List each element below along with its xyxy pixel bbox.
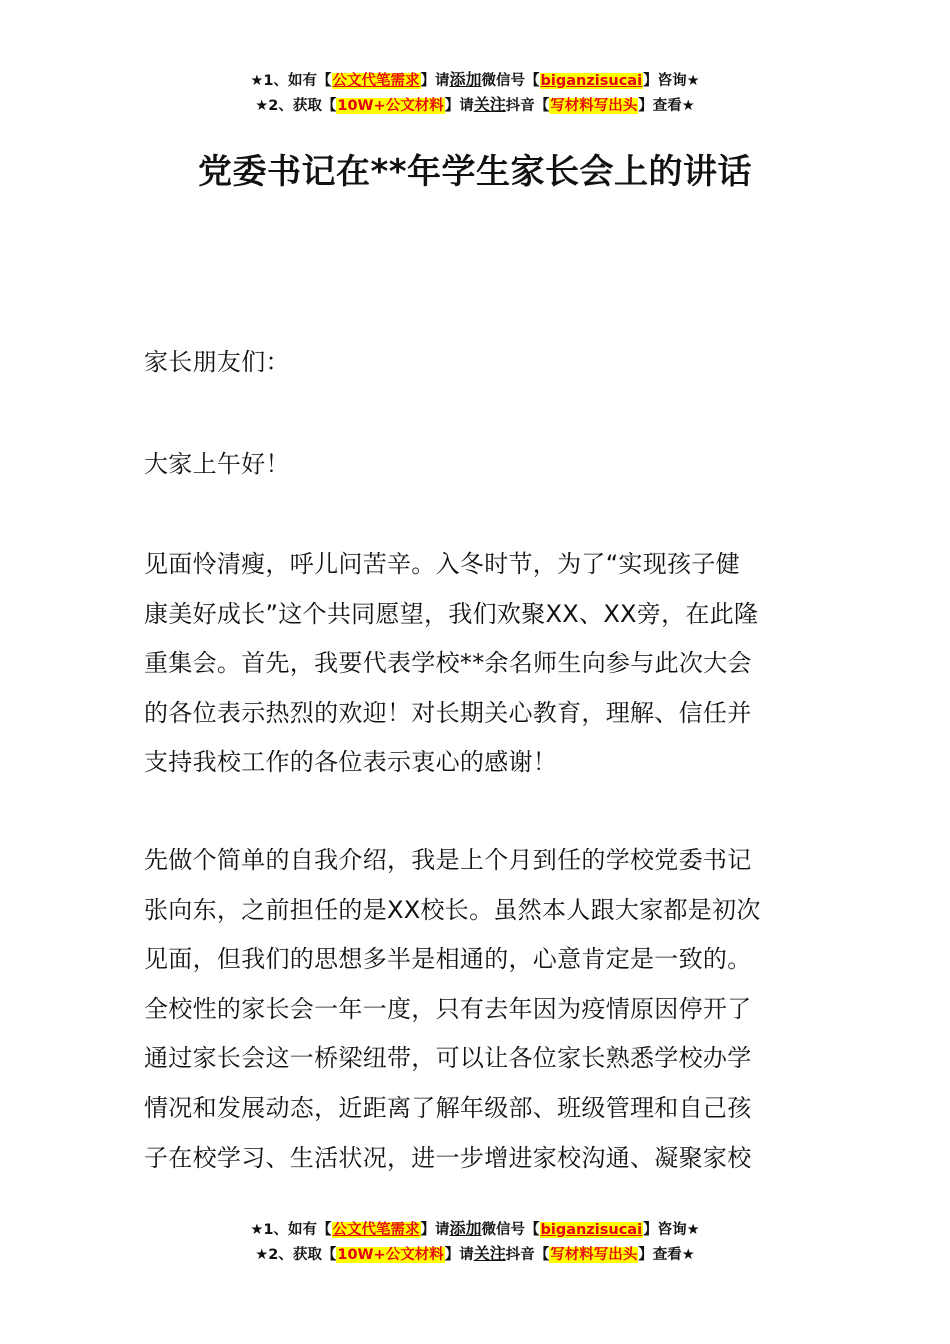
banner-line-1 xyxy=(0,68,950,93)
highlight-wechat-id: biganzisucai xyxy=(540,1222,643,1238)
star-icon: ★ xyxy=(250,1222,264,1238)
greeting-morning xyxy=(144,440,808,490)
banner-text: 】查看★ xyxy=(638,1247,695,1263)
star-icon: ★ xyxy=(255,98,269,114)
banner-text: 2、获取【 xyxy=(268,1247,337,1263)
highlight-service: 公文代笔需求 xyxy=(332,73,420,89)
paragraph-welcome xyxy=(144,540,808,788)
greeting-parents xyxy=(144,338,808,388)
header-banner xyxy=(0,68,950,118)
banner-text: 】咨询★ xyxy=(643,73,700,89)
paragraph-line: 见面，但我们的思想多半是相通的，心意肯定是一致的。 xyxy=(144,945,752,974)
banner-line-1 xyxy=(0,1217,950,1242)
footer-banner xyxy=(0,1217,950,1267)
banner-emphasis: 关注 xyxy=(473,1244,506,1263)
star-icon: ★ xyxy=(250,73,264,89)
highlight-douyin-account: 写材料写出头 xyxy=(550,1247,638,1263)
banner-text: 1、如有【 xyxy=(263,1222,332,1238)
banner-text: 抖音【 xyxy=(505,1247,550,1263)
greeting-line: 家长朋友们： xyxy=(144,348,290,376)
banner-text: 微信号【 xyxy=(481,73,540,89)
banner-emphasis: 添加 xyxy=(449,70,482,89)
highlight-materials: 10W+公文材料 xyxy=(337,98,444,114)
banner-text: 】请 xyxy=(420,73,450,89)
highlight-materials: 10W+公文材料 xyxy=(337,1247,444,1263)
banner-text: 】查看★ xyxy=(638,98,695,114)
banner-line-2 xyxy=(0,1242,950,1267)
paragraph-introduction xyxy=(144,836,808,1183)
paragraph-line: 重集会。首先，我要代表学校**余名师生向参与此次大会 xyxy=(144,649,752,678)
highlight-service: 公文代笔需求 xyxy=(332,1222,420,1238)
banner-text: 】咨询★ xyxy=(643,1222,700,1238)
highlight-wechat-id: biganzisucai xyxy=(540,73,643,89)
highlight-douyin-account: 写材料写出头 xyxy=(550,98,638,114)
banner-text: 2、获取【 xyxy=(268,98,337,114)
banner-text: 】请 xyxy=(444,1247,474,1263)
paragraph-line: 的各位表示热烈的欢迎！对长期关心教育，理解、信任并 xyxy=(144,698,752,727)
paragraph-line: 见面怜清瘦，呼儿问苦辛。入冬时节，为了“实现孩子健 xyxy=(144,550,740,578)
paragraph-line: 情况和发展动态，近距离了解年级部、班级管理和自己孩 xyxy=(144,1093,752,1122)
paragraph-line: 支持我校工作的各位表示衷心的感谢！ xyxy=(144,748,558,777)
banner-line-2 xyxy=(0,93,950,118)
banner-text: 】请 xyxy=(420,1222,450,1238)
banner-emphasis: 关注 xyxy=(473,95,506,114)
banner-text: 】请 xyxy=(444,98,474,114)
paragraph-line: 康美好成长”这个共同愿望，我们欢聚XX、XX旁，在此隆 xyxy=(144,599,759,628)
paragraph-line: 子在校学习、生活状况，进一步增进家校沟通、凝聚家校 xyxy=(144,1143,752,1172)
paragraph-line: 张向东，之前担任的是XX校长。虽然本人跟大家都是初次 xyxy=(144,895,761,924)
document-title: 党委书记在**年学生家长会上的讲话 xyxy=(197,152,753,192)
banner-text: 1、如有【 xyxy=(263,73,332,89)
paragraph-line: 全校性的家长会一年一度，只有去年因为疫情原因停开了 xyxy=(144,994,752,1023)
paragraph-line: 通过家长会这一桥梁纽带，可以让各位家长熟悉学校办学 xyxy=(144,1044,752,1073)
greeting-line: 大家上午好！ xyxy=(144,450,290,478)
star-icon: ★ xyxy=(255,1247,269,1263)
banner-text: 微信号【 xyxy=(481,1222,540,1238)
banner-emphasis: 添加 xyxy=(449,1219,482,1238)
paragraph-line: 先做个简单的自我介绍，我是上个月到任的学校党委书记 xyxy=(144,846,752,874)
banner-text: 抖音【 xyxy=(505,98,550,114)
